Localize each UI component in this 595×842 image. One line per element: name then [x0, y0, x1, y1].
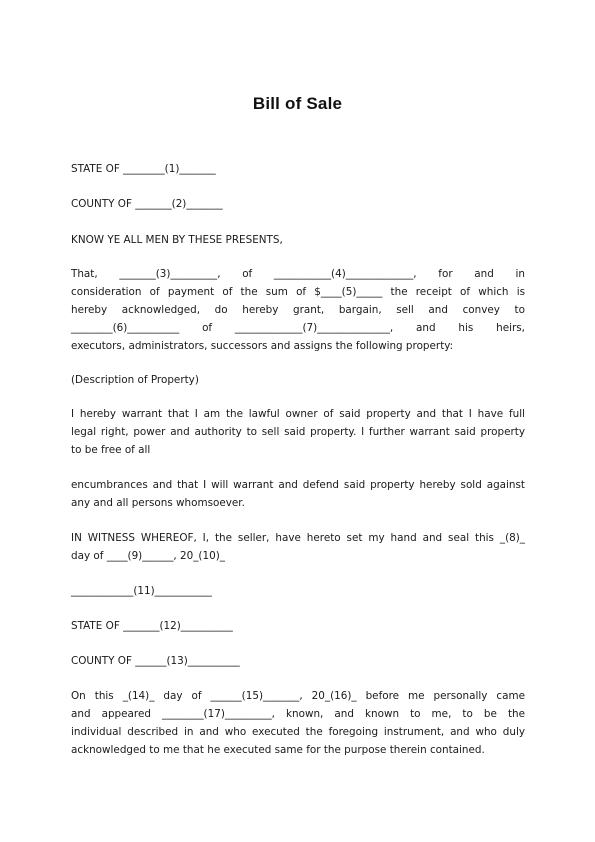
county-line-2: COUNTY OF ______(13)__________	[71, 655, 240, 667]
encumbrance-paragraph	[71, 476, 525, 512]
paragraph-line: That, _______(3)_________, of ___________(4)_____________, for and in	[71, 268, 525, 280]
paragraph-line: I hereby warrant that I am the lawful owner of said property and that I have full	[71, 408, 525, 420]
warranty-paragraph	[71, 405, 525, 459]
paragraph-line: acknowledged to me that he executed same for the purpose therein contained.	[71, 744, 485, 756]
paragraph-line: day of ____(9)______, 20_(10)_	[71, 550, 225, 562]
county-line-1: COUNTY OF _______(2)_______	[71, 198, 223, 210]
paragraph-line: IN WITNESS WHEREOF, I, the seller, have hereto set my hand and seal this _(8)_	[71, 532, 525, 544]
state-line-1: STATE OF ________(1)_______	[71, 163, 216, 175]
paragraph-line: consideration of payment of the sum of $____(5)_____ the receipt of which is	[71, 286, 525, 298]
paragraph-line: to be free of all	[71, 444, 151, 456]
document-title: Bill of Sale	[252, 94, 343, 113]
paragraph-line: encumbrances and that I will warrant and defend said property hereby sold against	[71, 479, 525, 491]
signature-line: ____________(11)___________	[71, 585, 212, 597]
know-ye-line: KNOW YE ALL MEN BY THESE PRESENTS,	[71, 234, 283, 246]
paragraph-line: executors, administrators, successors and assigns the following property:	[71, 340, 454, 352]
paragraph-line: legal right, power and authority to sell said property. I further warrant said property	[71, 426, 525, 438]
paragraph-line: ________(6)__________ of _____________(7)______________, and his heirs,	[71, 322, 525, 334]
witness-paragraph	[71, 529, 525, 565]
conveyance-paragraph	[71, 265, 525, 355]
paragraph-line: hereby acknowledged, do hereby grant, bargain, sell and convey to	[71, 304, 525, 316]
paragraph-line: any and all persons whomsoever.	[71, 497, 245, 509]
state-line-2: STATE OF _______(12)__________	[71, 620, 233, 632]
description-line: (Description of Property)	[71, 374, 199, 386]
paragraph-line: On this _(14)_ day of ______(15)_______, 20_(16)_ before me personally came	[71, 690, 525, 702]
paragraph-line: and appeared ________(17)_________, known, and known to me, to be the	[71, 708, 525, 720]
paragraph-line: individual described in and who executed the foregoing instrument, and who duly	[71, 726, 525, 738]
acknowledgment-paragraph	[71, 687, 525, 759]
